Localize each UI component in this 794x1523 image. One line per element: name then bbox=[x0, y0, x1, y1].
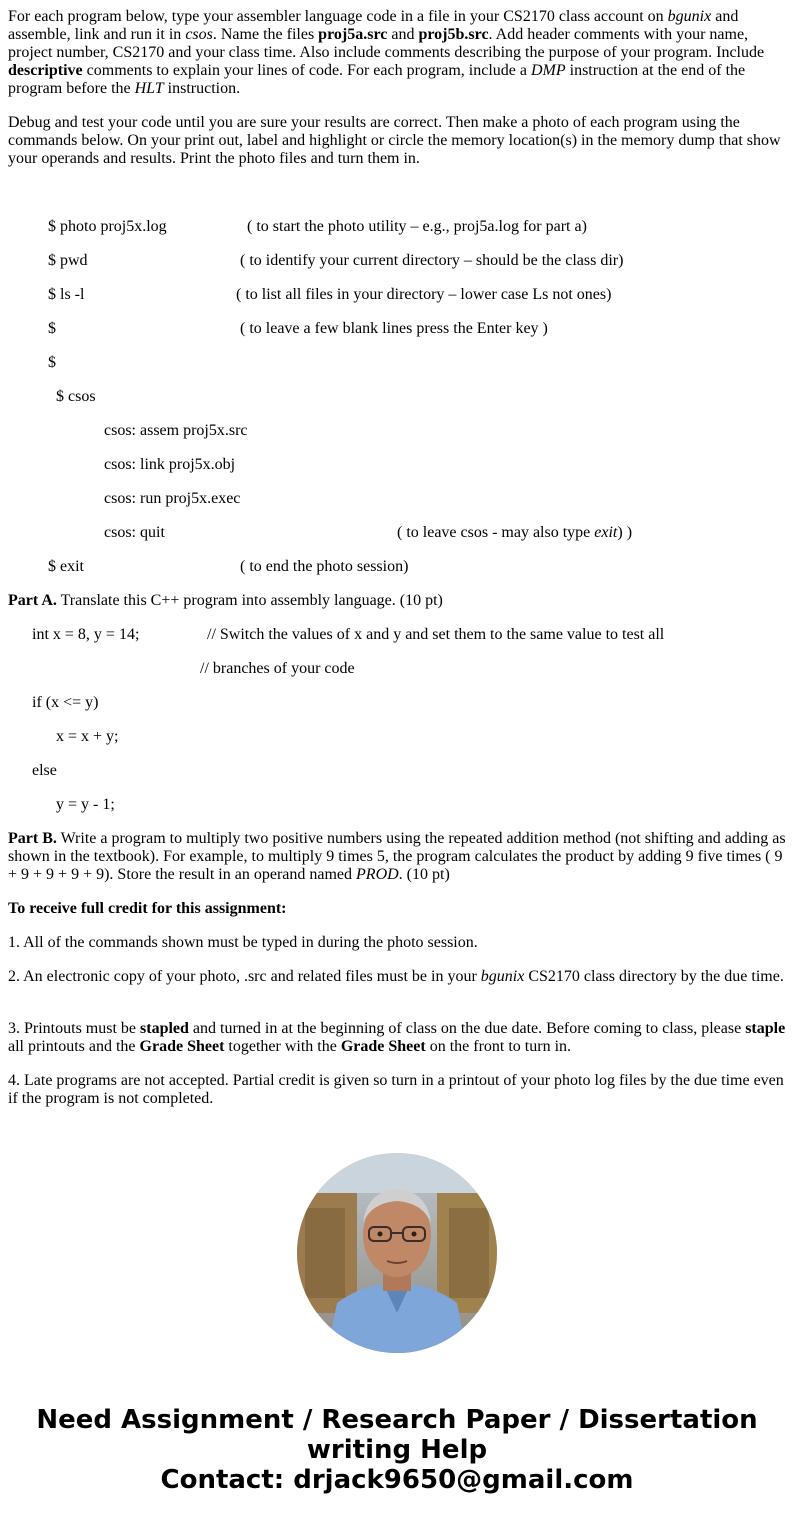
note-text: ( to leave csos - may also type bbox=[397, 524, 595, 541]
contact-email[interactable]: Contact: drjack9650@gmail.com bbox=[160, 1465, 634, 1495]
part-b-text: Write a program to multiply two positive numbers using the repeated addition method (not shifting and adding as shown in the textbook). For example, to multiply 9 times 5, the program calculates the product by adding 9 five times ( 9 + 9 + 9 + 9 + 9). Store the result in an operand named bbox=[8, 830, 786, 883]
grade-sheet-term: Grade Sheet bbox=[139, 1038, 225, 1055]
credit-text: on the front to turn in. bbox=[425, 1038, 572, 1055]
help-banner-line-1: Need Assignment / Research Paper / Dissertation bbox=[36, 1405, 758, 1435]
credit-item-3 bbox=[8, 1020, 786, 1056]
code-line: x = x + y; bbox=[56, 728, 119, 745]
command-text: $ exit bbox=[48, 558, 84, 575]
command-note: ( to end the photo session) bbox=[240, 558, 409, 575]
intro-text: . Add header comments with your name, project number, CS2170 and your class time. Also include comments describing the purpose of your program. Include bbox=[8, 26, 765, 61]
command-note: ( to identify your current directory – should be the class dir) bbox=[240, 252, 624, 269]
code-comment: // Switch the values of x and y and set them to the same value to test all bbox=[207, 626, 665, 643]
hlt-term: HLT bbox=[134, 80, 164, 97]
command-note: ( to leave a few blank lines press the Enter key ) bbox=[240, 320, 548, 337]
part-b-paragraph bbox=[8, 830, 786, 884]
command-text: csos: link proj5x.obj bbox=[104, 456, 236, 473]
part-b-text: . (10 pt) bbox=[398, 866, 450, 883]
command-text: $ pwd bbox=[48, 252, 88, 269]
credit-item-1: 1. All of the commands shown must be typed in during the photo session. bbox=[8, 934, 478, 951]
command-text: $ bbox=[48, 354, 56, 371]
exit-term: exit bbox=[594, 524, 618, 541]
credit-text: CS2170 class directory by the due time. bbox=[524, 968, 784, 985]
command-note: ( to list all files in your directory – lower case Ls not ones) bbox=[236, 286, 612, 303]
grade-sheet-term: Grade Sheet bbox=[340, 1038, 426, 1055]
intro-text: comments to explain your lines of code. For each program, include a bbox=[82, 62, 531, 79]
command-text: $ bbox=[48, 320, 56, 337]
command-text: csos: run proj5x.exec bbox=[104, 490, 241, 507]
portrait-illustration bbox=[297, 1153, 497, 1353]
credit-item-2 bbox=[8, 968, 786, 986]
credit-text: all printouts and the bbox=[8, 1038, 140, 1055]
intro-text: instruction. bbox=[163, 80, 241, 97]
code-line: else bbox=[32, 762, 57, 779]
credit-text: 2. An electronic copy of your photo, .src and related files must be in your bbox=[8, 968, 481, 985]
intro-text: instruction at the end of the program before the bbox=[8, 62, 746, 97]
intro-text: and bbox=[387, 26, 419, 43]
dmp-term: DMP bbox=[530, 62, 566, 79]
credit-text: together with the bbox=[224, 1038, 341, 1055]
note-text: ) ) bbox=[617, 524, 633, 541]
command-note bbox=[397, 524, 632, 542]
part-a-heading bbox=[8, 592, 443, 610]
command-text: $ photo proj5x.log bbox=[48, 218, 167, 235]
code-line: if (x <= y) bbox=[32, 694, 99, 711]
csos-term: csos bbox=[185, 26, 213, 43]
credit-text: and turned in at the beginning of class on the due date. Before coming to class, please bbox=[188, 1020, 746, 1037]
stapled-term: stapled bbox=[140, 1020, 189, 1037]
code-line: int x = 8, y = 14; bbox=[32, 626, 140, 643]
code-comment: // branches of your code bbox=[200, 660, 355, 677]
credit-item-4: 4. Late programs are not accepted. Partial credit is given so turn in a printout of your photo log files by the due time even if the program is not completed. bbox=[8, 1072, 784, 1107]
part-b-label: Part B. bbox=[8, 830, 57, 847]
part-a-label: Part A. bbox=[8, 592, 57, 609]
prod-term: PROD bbox=[356, 866, 399, 883]
credit-heading-text: To receive full credit for this assignment: bbox=[8, 900, 287, 917]
intro-text: . Name the files bbox=[212, 26, 319, 43]
command-text: csos: assem proj5x.src bbox=[104, 422, 248, 439]
intro-text: and assemble, link and run it in bbox=[8, 8, 739, 43]
intro-paragraph bbox=[8, 8, 786, 98]
file-name-b: proj5b.src bbox=[418, 26, 489, 43]
credit-heading bbox=[8, 900, 287, 918]
author-photo bbox=[297, 1153, 497, 1353]
file-name-a: proj5a.src bbox=[318, 26, 388, 43]
help-banner-line-2: writing Help bbox=[306, 1435, 488, 1465]
descriptive-term: descriptive bbox=[8, 62, 83, 79]
credit-text: 3. Printouts must be bbox=[8, 1020, 141, 1037]
staple-term: staple bbox=[745, 1020, 786, 1037]
bgunix-term: bgunix bbox=[480, 968, 525, 985]
part-a-text: Translate this C++ program into assembly language. (10 pt) bbox=[56, 592, 443, 609]
command-note: ( to start the photo utility – e.g., proj5a.log for part a) bbox=[247, 218, 587, 235]
command-text: csos: quit bbox=[104, 524, 165, 541]
intro-text: For each program below, type your assembler language code in a file in your CS2170 class account on bbox=[8, 8, 668, 25]
command-text: $ ls -l bbox=[48, 286, 85, 303]
code-line: y = y - 1; bbox=[56, 796, 115, 813]
command-text: $ csos bbox=[56, 388, 96, 405]
bgunix-term: bgunix bbox=[667, 8, 712, 25]
debug-paragraph: Debug and test your code until you are sure your results are correct. Then make a photo of each program using the commands below. On your print out, label and highlight or circle the memory location(s) in the memory dump that show your operands and results. Print the photo files and turn them in. bbox=[8, 114, 781, 167]
